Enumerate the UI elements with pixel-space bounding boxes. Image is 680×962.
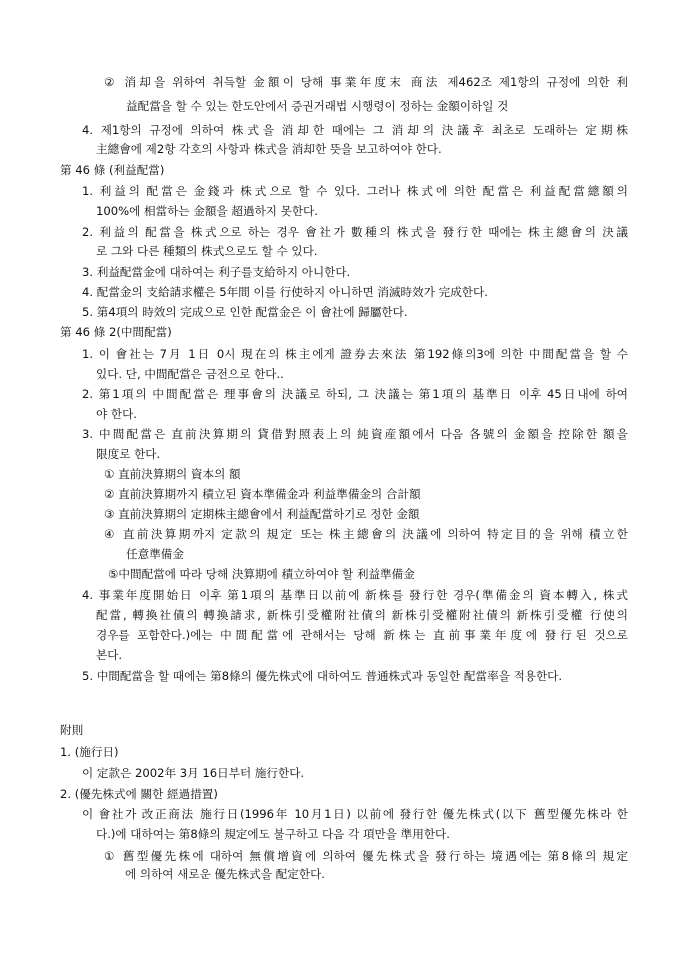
article-46-heading: 第 46 條 (利益配當) (60, 163, 165, 177)
art46-2-sub-4-line-1: ④ 直前決算期까지 定款의 規定 또는 株主總會의 決議에 의하여 特定目的을 위해 積立한 (104, 527, 628, 541)
art46-2-item-3-line-1: 3. 中間配當은 直前決算期의 貸借對照表上의 純資産額에서 다음 各號의 金額을 控除한 額을 (82, 427, 628, 441)
appendix-item-1-body: 이 定款은 2002年 3月 16日부터 施行한다. (82, 766, 305, 780)
art46-2-item-4-line-3: 경우를 포함한다.)에는 中間配當에 관해서는 당해 新株는 直前事業年度에 發行된 것으로 (96, 628, 628, 642)
art46-2-item-4-line-2: 配當, 轉換社債의 轉換請求, 新株引受權附社債의 新株引受權附社債의 新株引受權 行使의 (96, 608, 628, 622)
art46-item-5: 5. 第4項의 時效의 完成으로 인한 配當金은 이 會社에 歸屬한다. (82, 305, 408, 319)
art46-2-item-3-line-2: 限度로 한다. (96, 447, 161, 461)
art46-2-item-5: 5. 中間配當을 할 때에는 第8條의 優先株式에 대하여도 普通株式과 동일한 配當率을 적용한다. (82, 669, 563, 683)
art46-2-item-2-line-1: 2. 第1項의 中間配當은 理事會의 決議로 하되, 그 決議는 第1項의 基準日 이후 45日내에 하여 (82, 387, 628, 401)
art46-item-2-line-1: 2. 利益의 配當을 株式으로 하는 경우 會社가 數種의 株式을 發行한 때에는 株主總會의 決議 (82, 225, 628, 239)
art46-item-1-line-2: 100%에 相當하는 金額을 超過하지 못한다. (96, 204, 318, 218)
art46-2-item-1-line-1: 1. 이 會社는 7月 1日 0시 現在의 株主에게 證券去來法 第192條의3에 의한 中間配當을 할 수 (82, 347, 628, 361)
item-2-line-2: 益配當을 할 수 있는 한도안에서 증권거래법 시행령이 정하는 金額이하일 것 (126, 99, 509, 113)
article-46-2-heading: 第 46 條 2(中間配當) (60, 325, 172, 339)
art46-item-2-line-2: 로 그와 다른 種類의 株式으로도 할 수 있다. (96, 244, 318, 258)
appendix-item-2: 2. (優先株式에 關한 經過措置) (60, 787, 218, 801)
art46-2-sub-2: ② 直前決算期까지 積立된 資本準備金과 利益準備金의 合計額 (104, 487, 421, 501)
art46-2-sub-4-line-2: 任意準備金 (126, 547, 184, 561)
art46-2-item-2-line-2: 야 한다. (96, 407, 137, 421)
art46-2-item-4-line-1: 4. 事業年度開始日 이후 第1項의 基準日以前에 新株를 發行한 경우(準備金의 資本轉入, 株式 (82, 588, 628, 602)
art46-item-4: 4. 配當金의 支給請求權은 5年間 이를 行使하지 아니하면 消滅時效가 完成한다. (82, 285, 488, 299)
appendix-sub-1-line-1: ① 舊型優先株에 대하여 無償增資에 의하여 優先株式을 發行하는 境遇에는 第8條의 規定 (104, 849, 628, 863)
appendix-item-1: 1. (施行日) (60, 745, 119, 759)
item-4-line-1: 4. 제1항의 규정에 의하여 株式을 消却한 때에는 그 消却의 決議후 최초로 도래하는 定期株 (82, 123, 628, 137)
item-2-line-1: ② 消却을 위하여 취득할 金額이 당해 事業年度末 商法 제462조 제1항의 규정에 의한 利 (104, 75, 628, 89)
art46-2-item-4-line-4: 본다. (96, 648, 123, 662)
art46-2-item-1-line-2: 있다. 단, 中間配當은 금전으로 한다.. (96, 367, 284, 381)
art46-2-sub-1: ① 直前決算期의 資本의 額 (104, 467, 241, 481)
appendix-item-2-body-line-1: 이 會社가 改正商法 施行日(1996年 10月1日) 以前에 發行한 優先株式(以下 舊型優先株라 한 (82, 807, 628, 821)
appendix-sub-1-line-2: 에 의하여 새로운 優先株式을 配定한다. (125, 867, 325, 881)
art46-2-sub-3: ③ 直前決算期의 定期株主總會에서 利益配當하기로 정한 金額 (104, 507, 420, 521)
item-4-line-2: 主總會에 제2항 각호의 사항과 株式을 消却한 뜻을 보고하여야 한다. (96, 142, 442, 156)
appendix-item-2-body-line-2: 다.)에 대하여는 第8條의 規定에도 불구하고 다음 각 項만을 準用한다. (96, 827, 450, 841)
art46-2-sub-5: ⑤中間配當에 따라 당해 決算期에 積立하여야 할 利益準備金 (108, 567, 415, 581)
art46-item-1-line-1: 1. 利益의 配當은 金錢과 株式으로 할 수 있다. 그러나 株式에 의한 配當은 利益配當總額의 (82, 184, 628, 198)
art46-item-3: 3. 利益配當金에 대하여는 利子를支給하지 아니한다. (82, 265, 351, 279)
appendix-heading: 附則 (60, 723, 84, 737)
